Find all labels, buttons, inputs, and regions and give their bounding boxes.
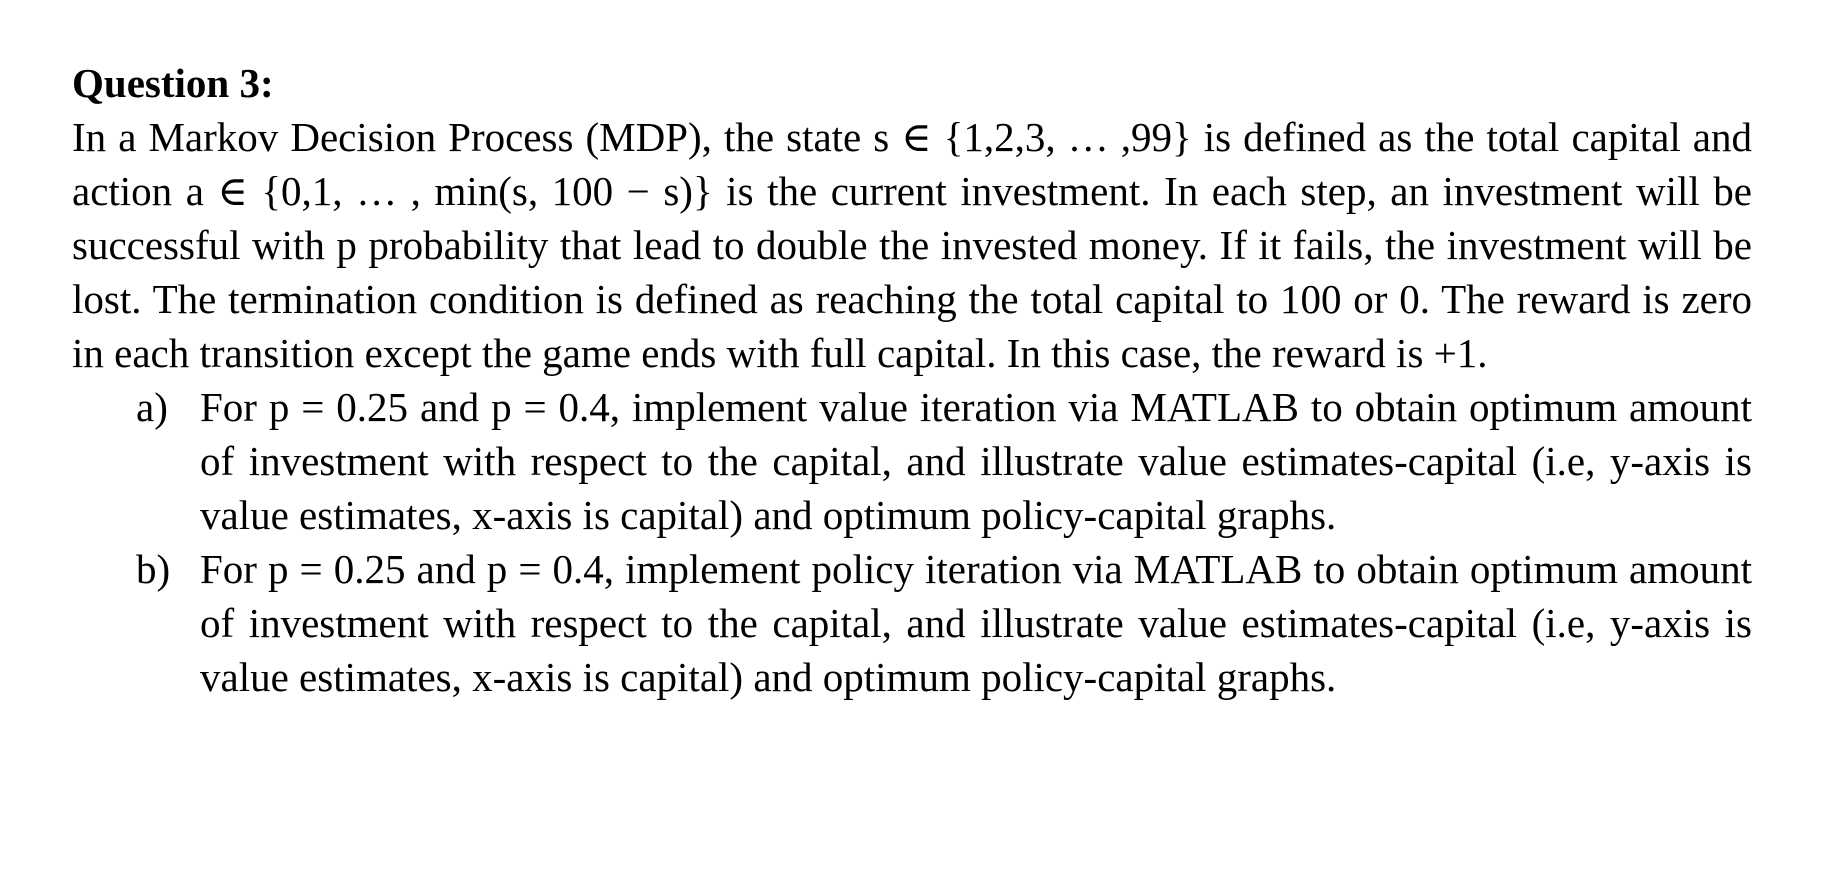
part-marker: b): [136, 546, 171, 592]
question-part-b: [72, 542, 1752, 704]
question-parts: [72, 380, 1752, 704]
part-marker: a): [136, 384, 168, 430]
question-intro: In a Markov Decision Process (MDP), the state s ∈ {1,2,3, … ,99} is defined as the total capital and action a ∈ {0,1, … , min(s, 100 − s)} is the current investment. In each step, an investment will be successful with p probability that lead to double the invested money. If it fails, the investment will be lost. The termination condition is defined as reaching the total capital to 100 or 0. The reward is zero in each transition except the game ends with full capital. In this case, the reward is +1.: [72, 114, 1752, 376]
part-text: For p = 0.25 and p = 0.4, implement value iteration via MATLAB to obtain optimum amount of investment with respect to the capital, and illustrate value estimates-capital (i.e, y-axis is value estimates, x-axis is capital) and optimum policy-capital graphs.: [200, 384, 1752, 538]
question-part-a: [72, 380, 1752, 542]
question-title: Question 3:: [72, 60, 274, 106]
document: [72, 56, 1752, 704]
part-text: For p = 0.25 and p = 0.4, implement policy iteration via MATLAB to obtain optimum amount of investment with respect to the capital, and illustrate value estimates-capital (i.e, y-axis is value estimates, x-axis is capital) and optimum policy-capital graphs.: [200, 546, 1752, 700]
